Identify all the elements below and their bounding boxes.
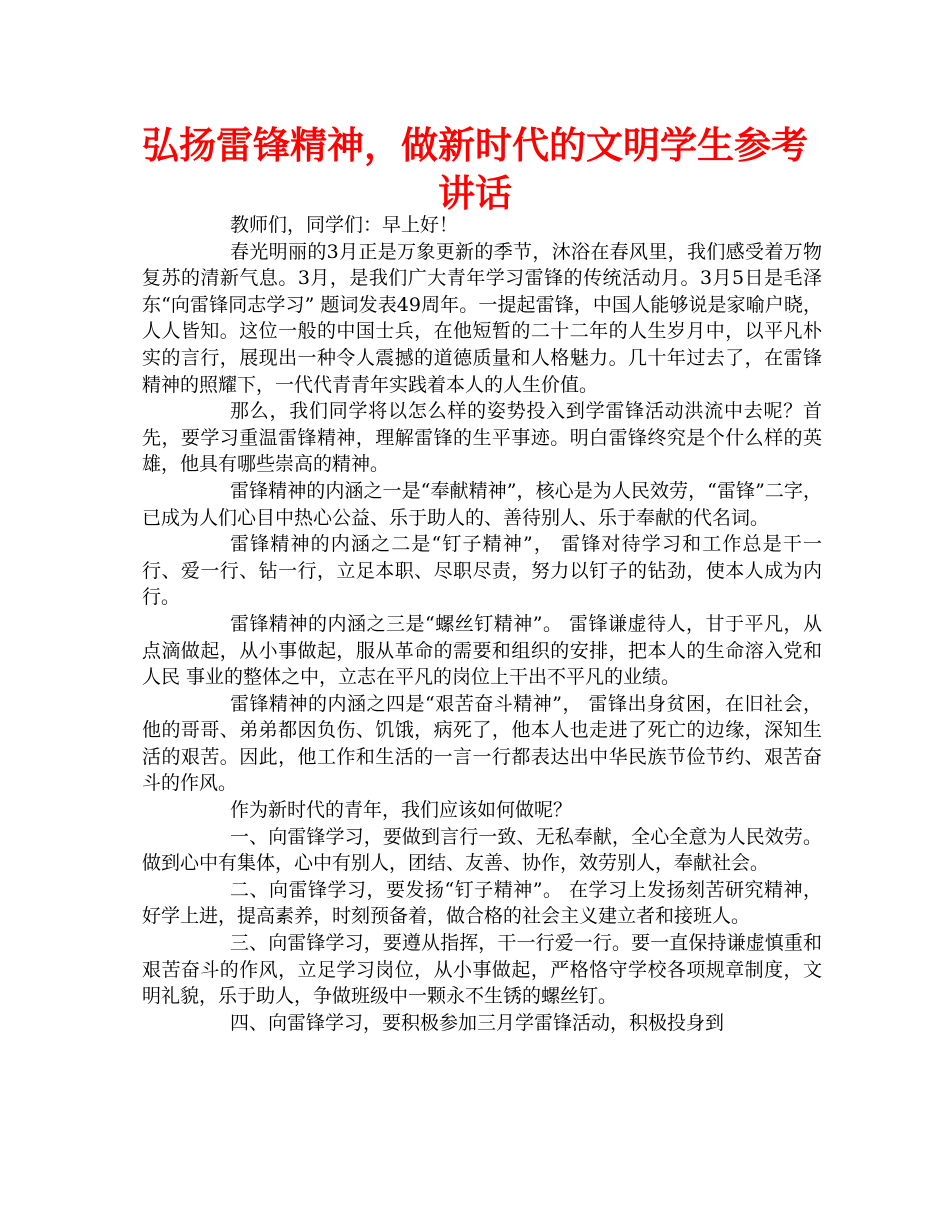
- paragraph-point-4: 四、向雷锋学习，要积极参加三月学雷锋活动，积极投身到: [230, 1011, 725, 1034]
- paragraph-spirit-2: 雷锋精神的内涵之二是“钉子精神”， 雷锋对待学习和工作总是干一行、爱一行、钻一行，立足本职、尽职尽责，努力以钉子的钻劲，使本人成为内行。: [142, 533, 822, 609]
- document-title: 弘扬雷锋精神，做新时代的文明学生参考讲话: [142, 124, 808, 215]
- document-body: [142, 212, 822, 1036]
- paragraph-point-3: 三、向雷锋学习，要遵从指挥，干一行爱一行。要一直保持谦虚慎重和艰苦奋斗的作风，立足学习岗位，从小事做起，严格恪守学校各项规章制度，文明礼貌，乐于助人，争做班级中一颗永不生锈的螺丝钉。: [142, 932, 822, 1008]
- paragraph-spirit-4: 雷锋精神的内涵之四是“艰苦奋斗精神”， 雷锋出身贫困，在旧社会，他的哥哥、弟弟都因负伤、饥饿，病死了，他本人也走进了死亡的边缘，深知生活的艰苦。因此，他工作和生活的一言一行都表达出中华民族节俭节约、艰苦奋斗的作风。: [142, 692, 822, 795]
- paragraph-point-1: 一、向雷锋学习，要做到言行一致、无私奉献，全心全意为人民效劳。做到心中有集体，心中有别人，团结、友善、协作，效劳别人，奉献社会。: [142, 825, 822, 875]
- paragraph-question: 那么，我们同学将以怎么样的姿势投入到学雷锋活动洪流中去呢？首先，要学习重温雷锋精神，理解雷锋的生平事迹。明白雷锋终究是个什么样的英雄，他具有哪些崇高的精神。: [142, 400, 822, 476]
- paragraph-point-2: 二、向雷锋学习，要发扬“钉子精神”。 在学习上发扬刻苦研究精神，好学上进，提高素养，时刻预备着，做合格的社会主义建立者和接班人。: [142, 878, 822, 928]
- paragraph-greeting: 教师们，同学们：早上好！: [230, 214, 459, 236]
- paragraph-spirit-1: 雷锋精神的内涵之一是“奉献精神”，核心是为人民效劳，“雷锋”二字，已成为人们心目中热心公益、乐于助人的、善待别人、乐于奉献的代名词。: [142, 479, 822, 529]
- paragraph-spirit-3: 雷锋精神的内涵之三是“螺丝钉精神”。 雷锋谦虚待人，甘于平凡，从点滴做起，从小事做起，服从革命的需要和组织的安排，把本人的生命溶入党和人民 事业的整体之中，立志在平凡的岗位上干出不平凡的业绩。: [142, 612, 822, 689]
- paragraph-intro: 春光明丽的3月正是万象更新的季节，沐浴在春风里，我们感受着万物复苏的清新气息。3月，是我们广大青年学习雷锋的传统活动月。3月5日是毛泽东“向雷锋同志学习” 题词发表49周年。一提起雷锋，中国人能够说是家喻户晓，人人皆知。这位一般的中国士兵，在他短暂的二十二年的人生岁月中，以平凡朴实的言行，展现出一种令人震撼的道德质量和人格魅力。几十年过去了，在雷锋精神的照耀下，一代代青青年实践着本人的人生价值。: [142, 240, 822, 396]
- paragraph-how: 作为新时代的青年，我们应该如何做呢？: [230, 799, 573, 822]
